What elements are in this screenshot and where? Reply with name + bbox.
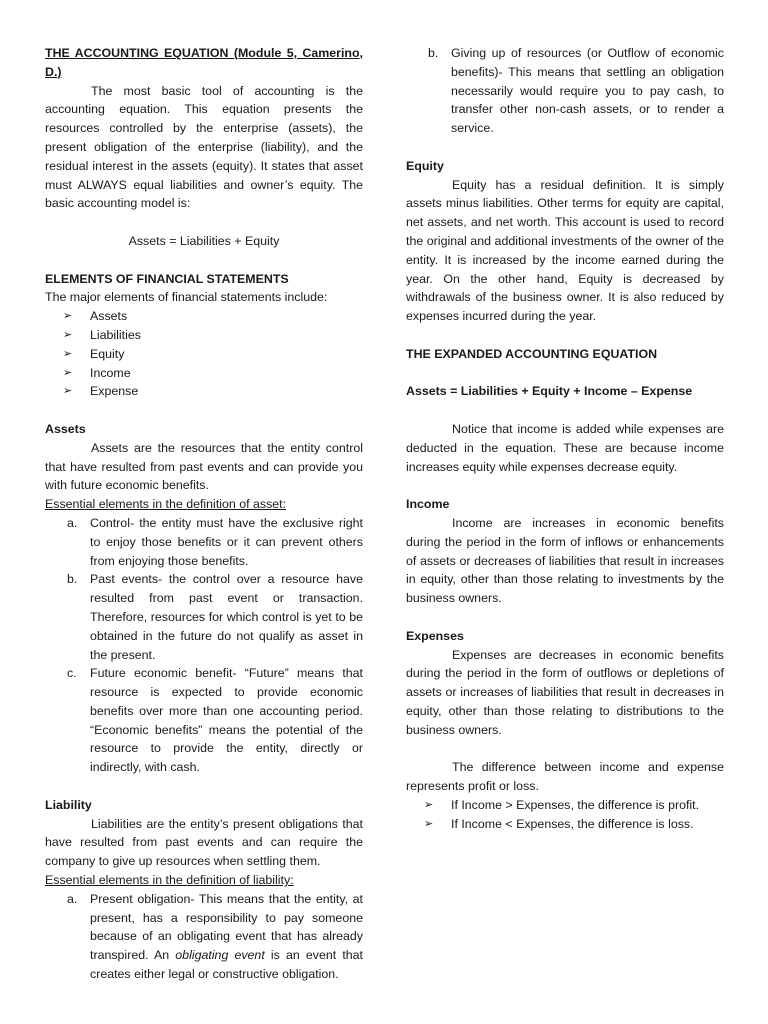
list-item: ➢ If Income > Expenses, the difference is profit. xyxy=(424,796,724,815)
income-heading: Income xyxy=(406,497,450,512)
list-item: ➢ Expense xyxy=(63,382,363,401)
elements-list xyxy=(45,307,363,401)
arrow-bullet-icon: ➢ xyxy=(424,817,434,830)
liability-elements-list-continued xyxy=(406,44,724,138)
expenses-paragraph: Expenses are decreases in economic benefits during the period in the form of outflows or depletions of assets or increases of liabilities that result in decreases in equity, other than those relating to distributions to the business owners. xyxy=(406,647,724,737)
liability-essential-heading: Essential elements in the definition of liability: xyxy=(45,873,294,888)
equity-heading: Equity xyxy=(406,158,444,173)
income-paragraph: Income are increases in economic benefits during the period in the form of inflows or enhancements of assets or decreases of liabilities that result in increases in equity, other than those relating to investments by the business owners. xyxy=(406,515,724,606)
intro-paragraph: The most basic tool of accounting is the accounting equation. This equation presents the resources controlled by the enterprise (assets), the present obligation of the enterprise (liability), and the residual interest in the assets (equity). It states that asset must ALWAYS equal liabilities and owner’s equity. The basic accounting model is: xyxy=(45,83,363,211)
list-item: b. Past events- the control over a resource have resulted from past event or transaction. Therefore, resources for which control is yet to be obtained in the future do not qualify as asset in the present. xyxy=(67,572,363,662)
expanded-equation: Assets = Liabilities + Equity + Income – Expense xyxy=(406,384,693,399)
assets-heading: Assets xyxy=(45,421,86,436)
document-title: THE ACCOUNTING EQUATION (Module 5, Camerino, D.) xyxy=(45,46,363,79)
arrow-bullet-icon: ➢ xyxy=(63,310,73,323)
notice-paragraph: Notice that income is added while expenses are deducted in the equation. These are because income increases equity while expenses decrease equity. xyxy=(406,421,724,474)
assets-essential-heading: Essential elements in the definition of asset: xyxy=(45,497,287,512)
basic-equation: Assets = Liabilities + Equity xyxy=(128,233,280,248)
list-item: c. Future economic benefit- “Future” means that resource is expected to provide economic benefits over more than one accounting period. “Economic benefits” means the potential of the resource to provide the entity, directly or indirectly, with cash. xyxy=(67,666,363,775)
expanded-equation-heading: THE EXPANDED ACCOUNTING EQUATION xyxy=(406,346,658,361)
arrow-bullet-icon: ➢ xyxy=(63,347,73,360)
liability-elements-list xyxy=(45,890,363,984)
list-item: ➢ Liabilities xyxy=(63,326,363,345)
list-item: b. Giving up of resources (or Outflow of economic benefits)- This means that settling an obligation necessarily would require you to pay cash, to transfer other non-cash assets, or to render a service. xyxy=(428,46,724,136)
equity-paragraph: Equity has a residual definition. It is simply assets minus liabilities. Other terms for equity are capital, net assets, and net worth. This account is used to record the original and additional investments of the owner of the entity. It is increased by the income earned during the year. On the other hand, Equity is decreased by withdrawals of the business owner. It is also reduced by expenses incurred during the year. xyxy=(406,177,724,324)
liability-paragraph: Liabilities are the entity’s present obligations that have resulted from past events and can require the company to give up resources when settling them. xyxy=(45,816,363,869)
elements-heading: ELEMENTS OF FINANCIAL STATEMENTS xyxy=(45,271,289,286)
assets-elements-list xyxy=(45,514,363,777)
left-column xyxy=(45,44,363,984)
arrow-bullet-icon: ➢ xyxy=(63,385,73,398)
right-column xyxy=(406,44,724,833)
list-item: ➢ If Income < Expenses, the difference is loss. xyxy=(424,815,724,834)
list-item: ➢ Equity xyxy=(63,345,363,364)
list-item: a. Control- the entity must have the exclusive right to enjoy those benefits or it can prevent others from enjoying those benefits. xyxy=(67,515,363,568)
list-item: ➢ Income xyxy=(63,364,363,383)
list-item: a. Present obligation- This means that the entity, at present, has a responsibility to pay someone because of an obligating event that has already transpired. An obligating event is an event that creates either legal or constructive obligation. xyxy=(67,891,364,982)
liability-heading: Liability xyxy=(45,797,92,812)
difference-list xyxy=(406,796,724,834)
arrow-bullet-icon: ➢ xyxy=(424,798,434,811)
assets-paragraph: Assets are the resources that the entity control that have resulted from past events and can provide you with future economic benefits. xyxy=(45,440,363,493)
difference-paragraph: The difference between income and expense represents profit or loss. xyxy=(406,760,724,794)
elements-intro: The major elements of financial statements include: xyxy=(45,290,328,305)
arrow-bullet-icon: ➢ xyxy=(63,366,73,379)
expenses-heading: Expenses xyxy=(406,628,464,643)
list-item: ➢ Assets xyxy=(63,307,363,326)
arrow-bullet-icon: ➢ xyxy=(63,328,73,341)
